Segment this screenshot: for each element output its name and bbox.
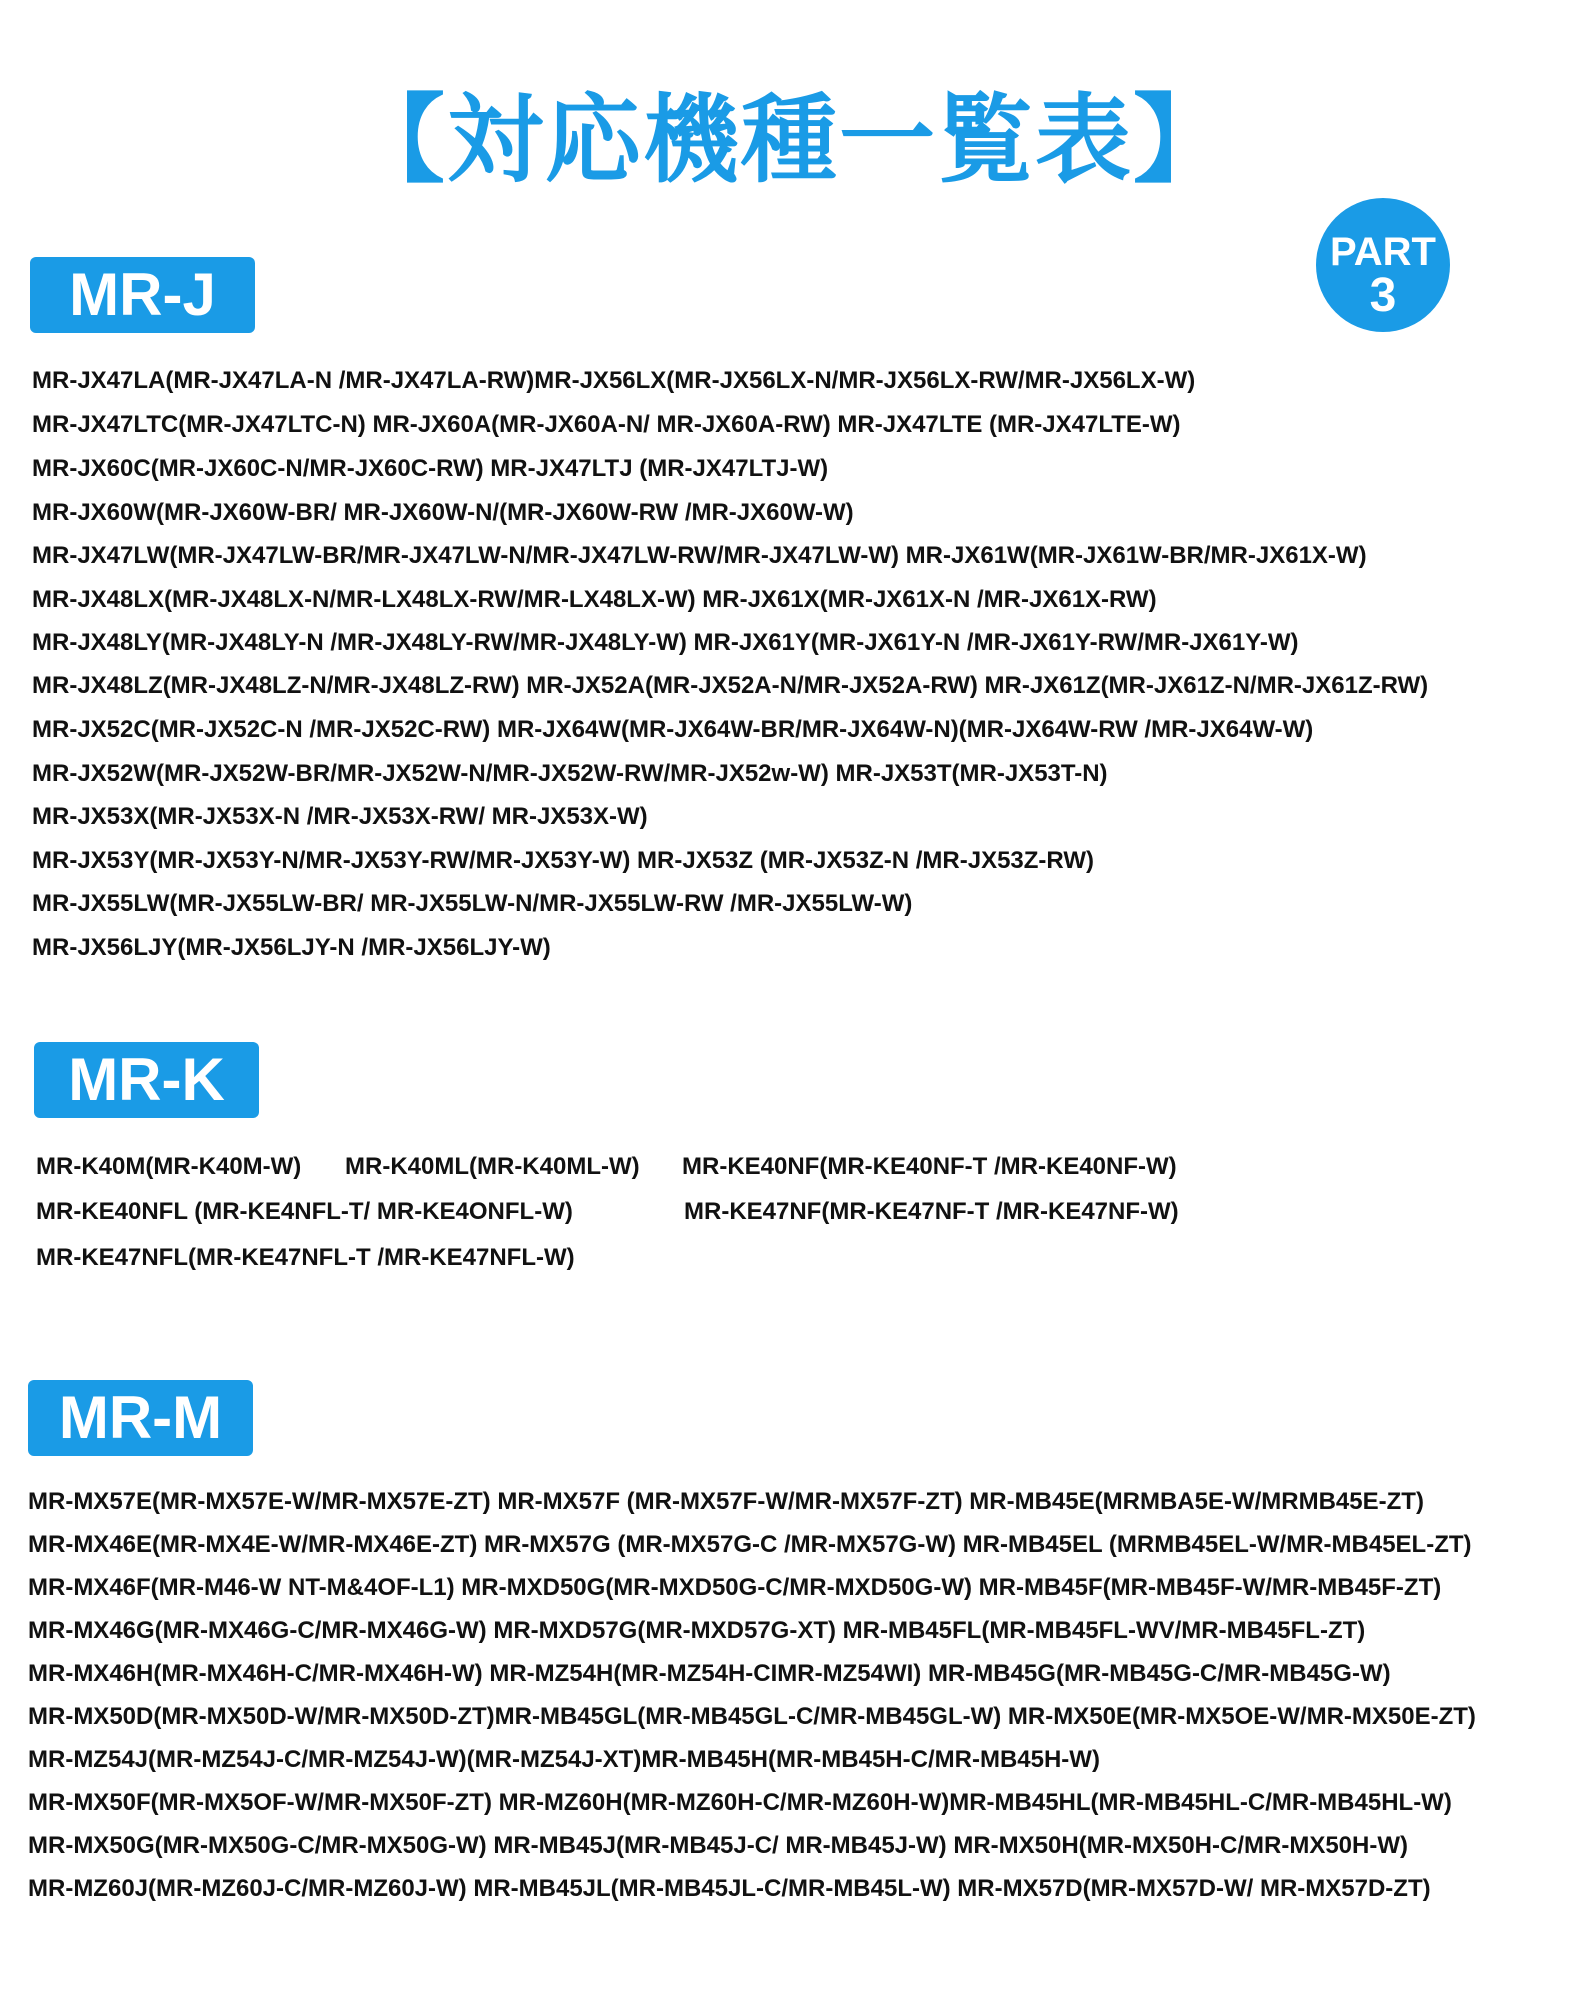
model-line: MR-JX52C(MR-JX52C-N /MR-JX52C-RW) MR-JX64W(MR-JX64W-BR/MR-JX64W-N)(MR-JX64W-RW /MR-JX64W-W) bbox=[32, 716, 1314, 743]
model-line: MR-MX50G(MR-MX50G-C/MR-MX50G-W) MR-MB45J(MR-MB45J-C/ MR-MB45J-W) MR-MX50H(MR-MX50H-C/MR-MX50H-W) bbox=[28, 1832, 1408, 1859]
model-line: MR-JX55LW(MR-JX55LW-BR/ MR-JX55LW-N/MR-JX55LW-RW /MR-JX55LW-W) bbox=[32, 890, 913, 917]
model-line: MR-MZ54J(MR-MZ54J-C/MR-MZ54J-W)(MR-MZ54J-XT)MR-MB45H(MR-MB45H-C/MR-MB45H-W) bbox=[28, 1746, 1100, 1773]
model-line: MR-JX53X(MR-JX53X-N /MR-JX53X-RW/ MR-JX53X-W) bbox=[32, 803, 648, 830]
model-item: MR-KE40NFL (MR-KE4NFL-T/ MR-KE4ONFL-W) bbox=[36, 1198, 573, 1225]
model-line: MR-JX52W(MR-JX52W-BR/MR-JX52W-N/MR-JX52W-RW/MR-JX52w-W) MR-JX53T(MR-JX53T-N) bbox=[32, 760, 1108, 787]
model-line: MR-MX46E(MR-MX4E-W/MR-MX46E-ZT) MR-MX57G (MR-MX57G-C /MR-MX57G-W) MR-MB45EL (MRMB45EL-W/MR-MB45EL-ZT) bbox=[28, 1531, 1472, 1558]
part-badge bbox=[1316, 198, 1450, 332]
model-line: MR-JX48LZ(MR-JX48LZ-N/MR-JX48LZ-RW) MR-JX52A(MR-JX52A-N/MR-JX52A-RW) MR-JX61Z(MR-JX61Z-N/MR-JX61Z-RW) bbox=[32, 672, 1429, 699]
section-label-mr-k: MR-K bbox=[34, 1042, 259, 1118]
model-line: MR-MX57E(MR-MX57E-W/MR-MX57E-ZT) MR-MX57F (MR-MX57F-W/MR-MX57F-ZT) MR-MB45E(MRMBA5E-W/MRMB45E-ZT) bbox=[28, 1488, 1424, 1515]
model-line: MR-MX46F(MR-M46-W NT-M&4OF-L1) MR-MXD50G(MR-MXD50G-C/MR-MXD50G-W) MR-MB45F(MR-MB45F-W/MR-MB45F-ZT) bbox=[28, 1574, 1442, 1601]
part-badge-word: PART bbox=[1330, 230, 1436, 274]
model-line: MR-JX48LX(MR-JX48LX-N/MR-LX48LX-RW/MR-LX48LX-W) MR-JX61X(MR-JX61X-N /MR-JX61X-RW) bbox=[32, 586, 1157, 613]
section-label-mr-j: MR-J bbox=[30, 257, 255, 333]
model-line: MR-JX47LA(MR-JX47LA-N /MR-JX47LA-RW)MR-JX56LX(MR-JX56LX-N/MR-JX56LX-RW/MR-JX56LX-W) bbox=[32, 367, 1196, 394]
model-line: MR-JX47LTC(MR-JX47LTC-N) MR-JX60A(MR-JX60A-N/ MR-JX60A-RW) MR-JX47LTE (MR-JX47LTE-W) bbox=[32, 411, 1181, 438]
model-line: MR-MX46H(MR-MX46H-C/MR-MX46H-W) MR-MZ54H(MR-MZ54H-CIMR-MZ54WI) MR-MB45G(MR-MB45G-C/MR-MB45G-W) bbox=[28, 1660, 1391, 1687]
model-line: MR-JX56LJY(MR-JX56LJY-N /MR-JX56LJY-W) bbox=[32, 934, 551, 961]
model-line: MR-JX60C(MR-JX60C-N/MR-JX60C-RW) MR-JX47LTJ (MR-JX47LTJ-W) bbox=[32, 455, 829, 482]
model-item: MR-KE47NFL(MR-KE47NFL-T /MR-KE47NFL-W) bbox=[36, 1244, 575, 1271]
model-line: MR-MX50D(MR-MX50D-W/MR-MX50D-ZT)MR-MB45GL(MR-MB45GL-C/MR-MB45GL-W) MR-MX50E(MR-MX5OE-W/MR-MX50E-ZT) bbox=[28, 1703, 1476, 1730]
model-item: MR-KE40NF(MR-KE40NF-T /MR-KE40NF-W) bbox=[682, 1153, 1177, 1180]
model-line: MR-JX53Y(MR-JX53Y-N/MR-JX53Y-RW/MR-JX53Y-W) MR-JX53Z (MR-JX53Z-N /MR-JX53Z-RW) bbox=[32, 847, 1094, 874]
page-title: 【対応機種一覧表】 bbox=[349, 84, 1231, 196]
model-item: MR-KE47NF(MR-KE47NF-T /MR-KE47NF-W) bbox=[684, 1198, 1179, 1225]
model-line: MR-JX47LW(MR-JX47LW-BR/MR-JX47LW-N/MR-JX47LW-RW/MR-JX47LW-W) MR-JX61W(MR-JX61W-BR/MR-JX61X-W) bbox=[32, 542, 1367, 569]
model-item: MR-K40M(MR-K40M-W) bbox=[36, 1153, 302, 1180]
model-line: MR-JX48LY(MR-JX48LY-N /MR-JX48LY-RW/MR-JX48LY-W) MR-JX61Y(MR-JX61Y-N /MR-JX61Y-RW/MR-JX61Y-W) bbox=[32, 629, 1299, 656]
model-line: MR-MZ60J(MR-MZ60J-C/MR-MZ60J-W) MR-MB45JL(MR-MB45JL-C/MR-MB45L-W) MR-MX57D(MR-MX57D-W/ MR-MX57D-ZT) bbox=[28, 1875, 1431, 1902]
model-item: MR-K40ML(MR-K40ML-W) bbox=[345, 1153, 640, 1180]
part-badge-number: 3 bbox=[1369, 269, 1397, 322]
model-line: MR-MX46G(MR-MX46G-C/MR-MX46G-W) MR-MXD57G(MR-MXD57G-XT) MR-MB45FL(MR-MB45FL-WV/MR-MB45FL-ZT) bbox=[28, 1617, 1366, 1644]
model-line: MR-MX50F(MR-MX5OF-W/MR-MX50F-ZT) MR-MZ60H(MR-MZ60H-C/MR-MZ60H-W)MR-MB45HL(MR-MB45HL-C/MR-MB45HL-W) bbox=[28, 1789, 1452, 1816]
model-line: MR-JX60W(MR-JX60W-BR/ MR-JX60W-N/(MR-JX60W-RW /MR-JX60W-W) bbox=[32, 499, 854, 526]
section-label-mr-m: MR-M bbox=[28, 1380, 253, 1456]
